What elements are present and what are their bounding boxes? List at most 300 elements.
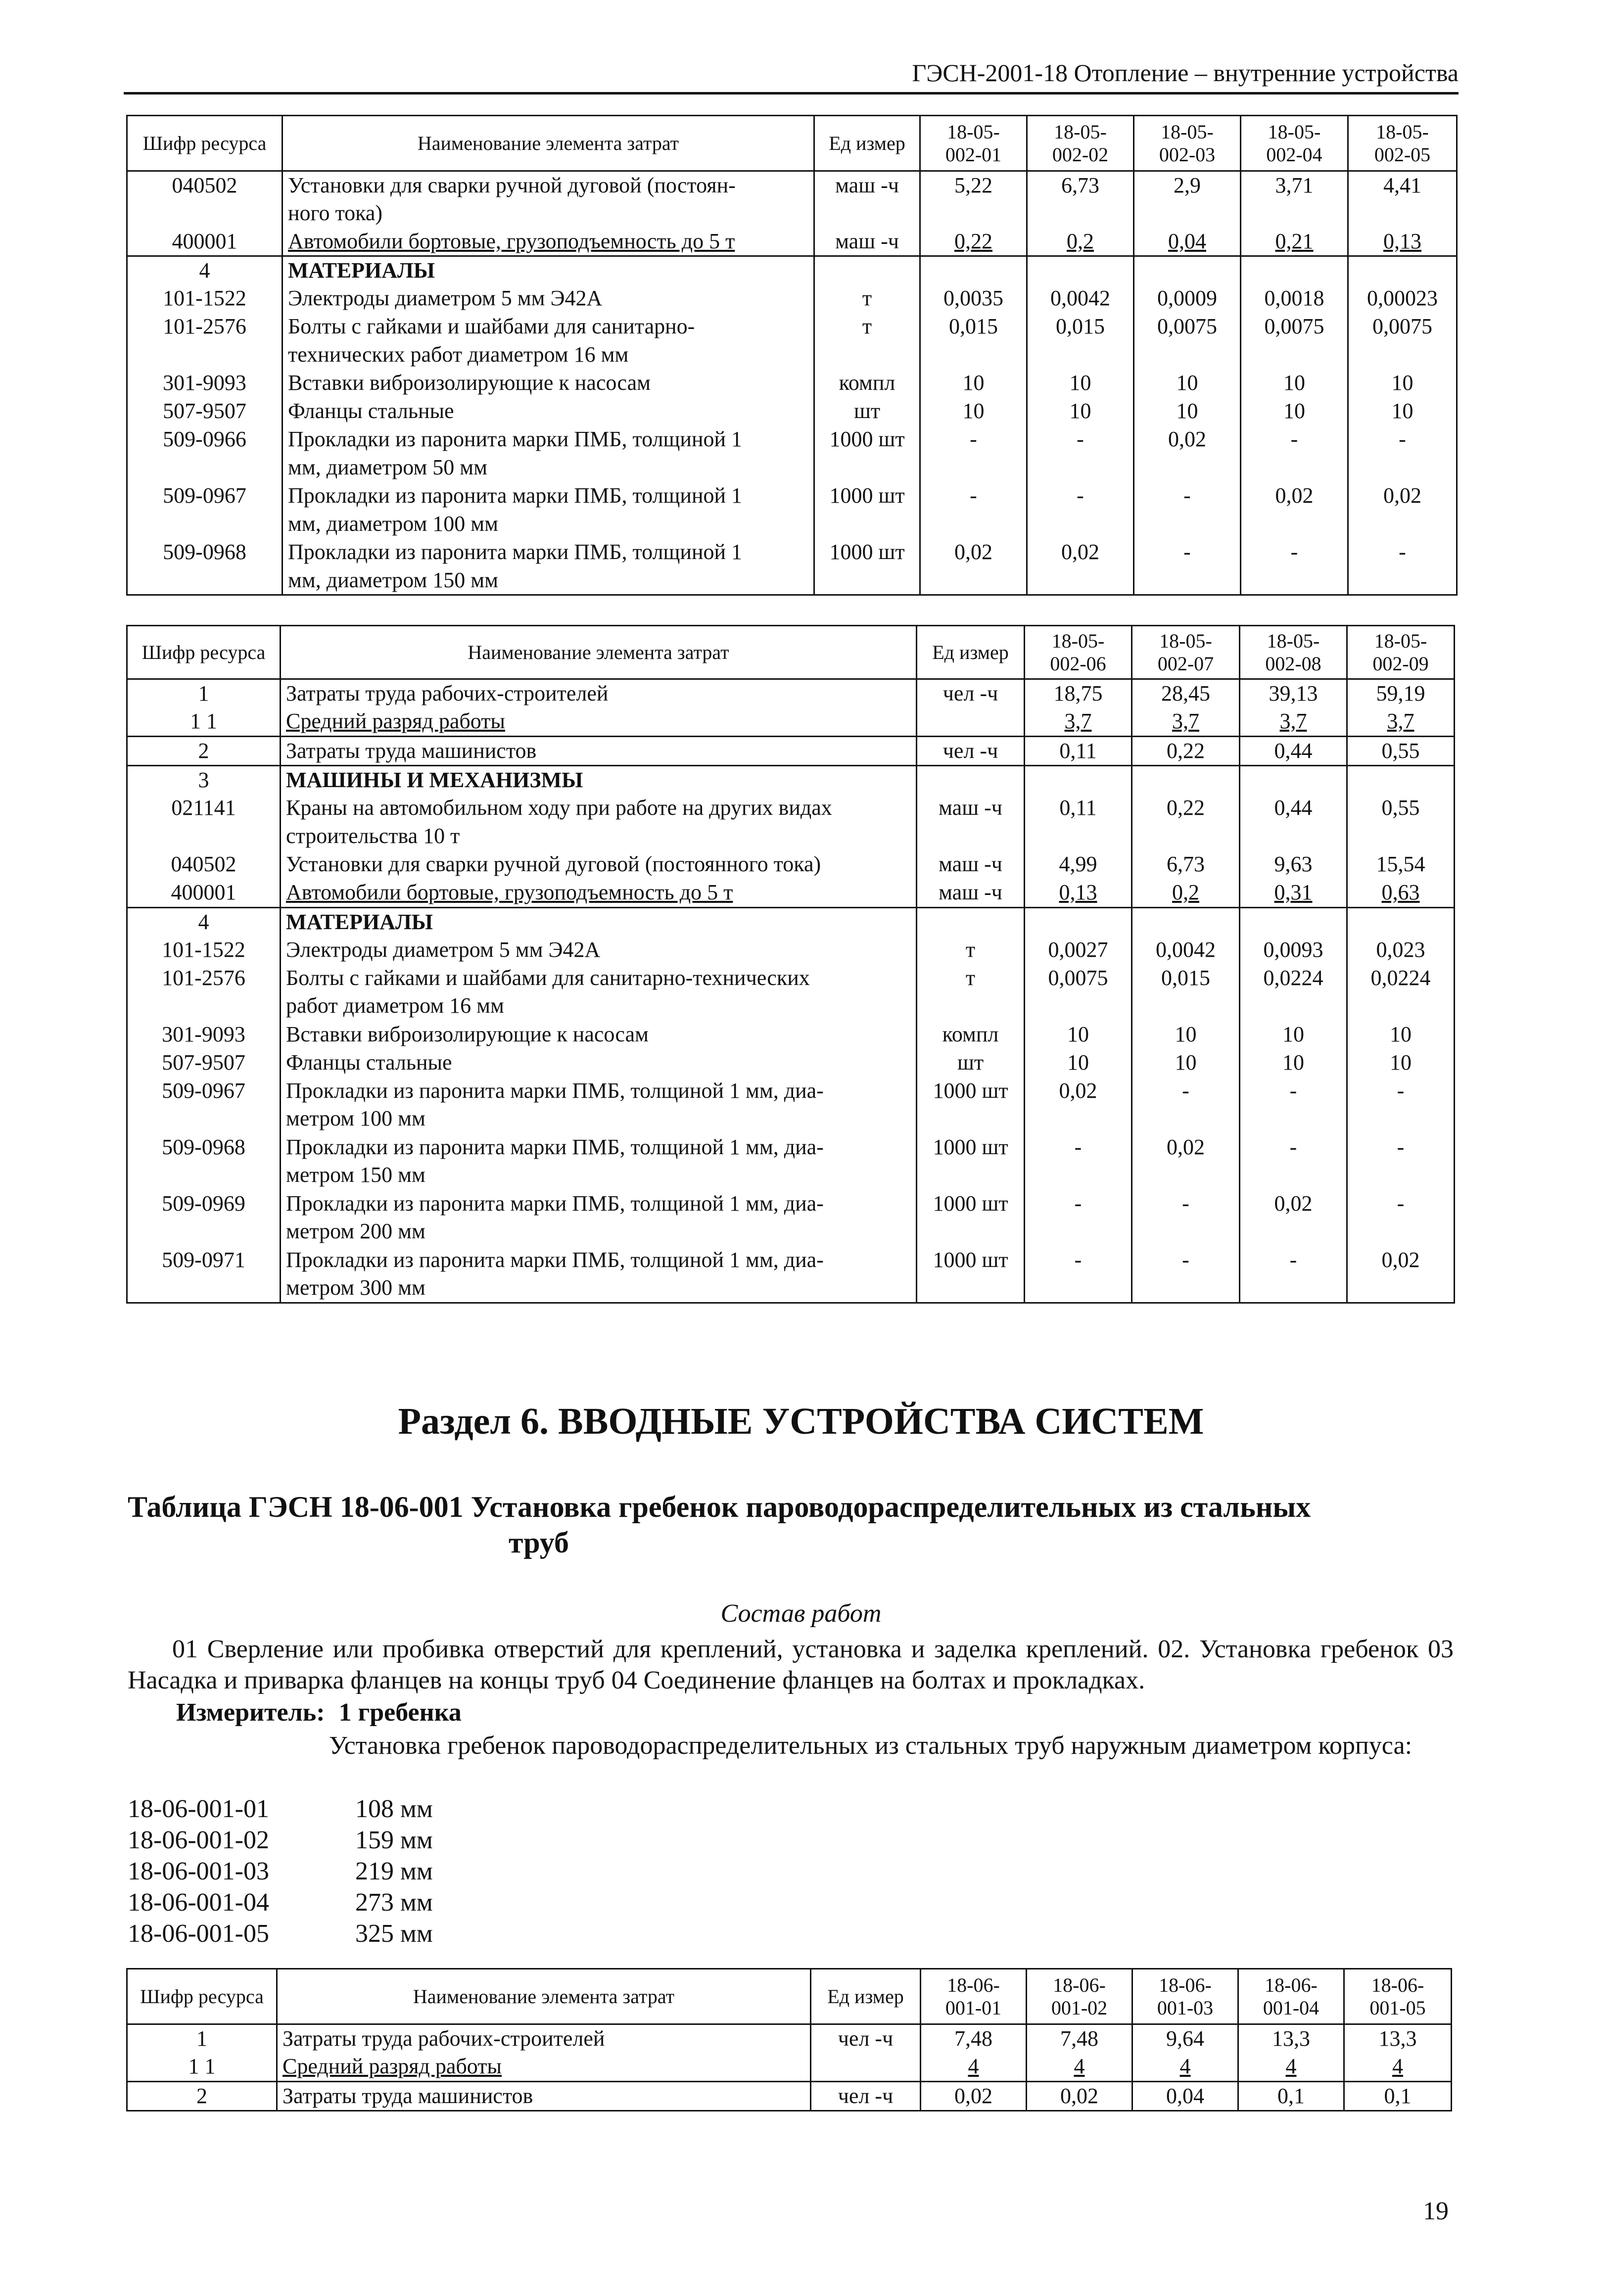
norm-value: 4,41 xyxy=(1348,171,1457,228)
page-number: 19 xyxy=(1423,2197,1449,2225)
unit-of-measure: т xyxy=(917,964,1025,1021)
unit-of-measure: компл xyxy=(917,1021,1025,1049)
table-row xyxy=(127,482,1457,538)
variant-row xyxy=(128,1887,433,1918)
norm-value: 3,7 xyxy=(1347,707,1455,736)
cost-item-name: Болты с гайками и шайбами для санитарно-технических работ диаметром 16 мм xyxy=(281,964,917,1021)
norm-value: 10 xyxy=(1132,1049,1240,1077)
norm-value: 18,75 xyxy=(1025,679,1132,708)
column-header: 18-06- 001-05 xyxy=(1344,1969,1452,2024)
variant-code: 18-06-001-01 xyxy=(128,1795,269,1823)
column-header: Наименование элемента затрат xyxy=(281,626,917,679)
cost-item-name: Электроды диаметром 5 мм Э42А xyxy=(281,936,917,964)
table-row xyxy=(127,171,1457,228)
norm-value: 5,22 xyxy=(920,171,1027,228)
variant-code: 18-06-001-04 xyxy=(128,1888,269,1917)
column-header: Шифр ресурса xyxy=(127,1969,277,2024)
variant-code: 18-06-001-02 xyxy=(128,1826,269,1854)
norm-value: - xyxy=(1025,1190,1132,1246)
unit-of-measure xyxy=(814,256,920,284)
resource-code: 509-0968 xyxy=(127,1133,281,1190)
table-row xyxy=(127,228,1457,256)
resource-code: 040502 xyxy=(127,171,283,228)
resource-code: 021141 xyxy=(127,794,281,850)
unit-of-measure xyxy=(917,907,1025,936)
unit-of-measure: чел -ч xyxy=(917,679,1025,708)
norm-value: 0,22 xyxy=(1132,736,1240,765)
cost-item-name: Установки для сварки ручной дуговой (постоян- ного тока) xyxy=(283,171,814,228)
norm-value: 0,02 xyxy=(920,538,1027,595)
unit-of-measure: 1000 шт xyxy=(917,1246,1025,1303)
norm-value xyxy=(1025,765,1132,794)
table-row xyxy=(127,1021,1455,1049)
resource-code: 101-2576 xyxy=(127,964,281,1021)
norm-value: 0,1 xyxy=(1344,2081,1452,2110)
norm-value: 0,0027 xyxy=(1025,936,1132,964)
norm-value: 4 xyxy=(1344,2053,1452,2081)
norm-value: - xyxy=(1132,1246,1240,1303)
section-title: Раздел 6. ВВОДНЫЕ УСТРОЙСТВА СИСТЕМ xyxy=(398,1401,1204,1442)
column-header: Ед измер xyxy=(814,116,920,171)
norm-value: 28,45 xyxy=(1132,679,1240,708)
cost-item-name: Прокладки из паронита марки ПМБ, толщиной 1 мм, диа- метром 100 мм xyxy=(281,1077,917,1133)
resource-table-18-05-002-06-09 xyxy=(126,625,1455,1304)
norm-value xyxy=(1027,256,1134,284)
norm-value: 0,02 xyxy=(1347,1246,1455,1303)
column-header: 18-05- 002-02 xyxy=(1027,116,1134,171)
unit-of-measure: 1000 шт xyxy=(814,482,920,538)
norm-value: 10 xyxy=(1348,397,1457,425)
works-description: 01 Сверление или пробивка отверстий для креплений, установка и заделка креплений. 02. Установка гребенок 03 Насадка и приварка фланцев на концы труб 04 Соединение фланцев на болтах и прокладках. xyxy=(128,1635,1454,1695)
column-header: Шифр ресурса xyxy=(127,626,281,679)
cost-item-name: Краны на автомобильном ходу при работе на других видах строительства 10 т xyxy=(281,794,917,850)
norm-value: 0,2 xyxy=(1132,879,1240,907)
norm-value: 0,13 xyxy=(1025,879,1132,907)
measure-label: Измеритель: xyxy=(176,1698,325,1727)
variant-code: 18-06-001-03 xyxy=(128,1857,269,1885)
resource-code: 4 xyxy=(127,256,283,284)
unit-of-measure: чел -ч xyxy=(917,736,1025,765)
norm-value: 0,11 xyxy=(1025,736,1132,765)
unit-of-measure xyxy=(917,707,1025,736)
table-row xyxy=(127,256,1457,284)
table-row xyxy=(127,765,1455,794)
norm-value: 0,13 xyxy=(1348,228,1457,256)
norm-value: 10 xyxy=(1241,397,1348,425)
norm-value: 0,31 xyxy=(1240,879,1347,907)
norm-value: 10 xyxy=(1347,1021,1455,1049)
norm-value: - xyxy=(1025,1246,1132,1303)
table-row xyxy=(127,313,1457,369)
column-header: Наименование элемента затрат xyxy=(283,116,814,171)
table-row xyxy=(127,2081,1452,2110)
norm-value xyxy=(1240,907,1347,936)
norm-value: 10 xyxy=(1241,369,1348,397)
norm-value: 10 xyxy=(1347,1049,1455,1077)
cost-item-name: МАШИНЫ И МЕХАНИЗМЫ xyxy=(281,765,917,794)
running-header: ГЭСН-2001-18 Отопление – внутренние устройства xyxy=(912,59,1459,87)
norm-value: 7,48 xyxy=(921,2024,1027,2053)
unit-of-measure: т xyxy=(814,284,920,313)
resource-code: 509-0967 xyxy=(127,1077,281,1133)
norm-value: - xyxy=(1134,538,1241,595)
cost-item-name: Фланцы стальные xyxy=(283,397,814,425)
norm-value xyxy=(1134,256,1241,284)
norm-value: 10 xyxy=(1027,369,1134,397)
norm-value: 0,0042 xyxy=(1027,284,1134,313)
unit-of-measure: чел -ч xyxy=(811,2081,921,2110)
norm-value: 0,2 xyxy=(1027,228,1134,256)
cost-item-name: Болты с гайками и шайбами для санитарно- технических работ диаметром 16 мм xyxy=(283,313,814,369)
header-rule xyxy=(124,92,1459,94)
table-row xyxy=(127,1049,1455,1077)
table-row xyxy=(127,850,1455,879)
resource-code: 509-0966 xyxy=(127,425,283,482)
norm-value: 0,02 xyxy=(1241,482,1348,538)
cost-item-name: Прокладки из паронита марки ПМБ, толщиной 1 мм, диа- метром 300 мм xyxy=(281,1246,917,1303)
norm-value: - xyxy=(1347,1133,1455,1190)
cost-item-name: Установки для сварки ручной дуговой (постоянного тока) xyxy=(281,850,917,879)
norm-value: 7,48 xyxy=(1027,2024,1132,2053)
variant-code: 18-06-001-05 xyxy=(128,1920,269,1948)
cost-item-name: Средний разряд работы xyxy=(281,707,917,736)
norm-value: 0,04 xyxy=(1132,2081,1238,2110)
resource-code: 400001 xyxy=(127,879,281,907)
resource-code: 2 xyxy=(127,2081,277,2110)
cost-item-name: Вставки виброизолирующие к насосам xyxy=(283,369,814,397)
column-header: 18-05- 002-01 xyxy=(920,116,1027,171)
norm-value: 0,0075 xyxy=(1025,964,1132,1021)
resource-code: 507-9507 xyxy=(127,397,283,425)
norm-value: 10 xyxy=(1134,397,1241,425)
unit-of-measure xyxy=(917,765,1025,794)
norm-value: 0,0075 xyxy=(1348,313,1457,369)
resource-code: 101-1522 xyxy=(127,936,281,964)
resource-code: 1 1 xyxy=(127,2053,277,2081)
unit-of-measure: маш -ч xyxy=(917,879,1025,907)
norm-value: 6,73 xyxy=(1027,171,1134,228)
table-row xyxy=(127,964,1455,1021)
unit-of-measure: т xyxy=(917,936,1025,964)
column-header: Наименование элемента затрат xyxy=(277,1969,811,2024)
unit-of-measure: 1000 шт xyxy=(917,1133,1025,1190)
norm-value: - xyxy=(1027,425,1134,482)
norm-value: 59,19 xyxy=(1347,679,1455,708)
norm-value xyxy=(1240,765,1347,794)
norm-value: 0,02 xyxy=(921,2081,1027,2110)
resource-table-18-05-002-01-05 xyxy=(126,115,1458,596)
measure-value: 1 гребенка xyxy=(338,1698,462,1727)
norm-value: 3,7 xyxy=(1240,707,1347,736)
norm-value: 0,015 xyxy=(1027,313,1134,369)
norm-value: 6,73 xyxy=(1132,850,1240,879)
resource-code: 301-9093 xyxy=(127,1021,281,1049)
column-header: 18-05- 002-08 xyxy=(1240,626,1347,679)
table-row xyxy=(127,936,1455,964)
cost-item-name: Автомобили бортовые, грузоподъемность до 5 т xyxy=(281,879,917,907)
norm-value: 10 xyxy=(1240,1049,1347,1077)
norm-value: 0,1 xyxy=(1238,2081,1344,2110)
column-header: 18-05- 002-04 xyxy=(1241,116,1348,171)
norm-value: 0,11 xyxy=(1025,794,1132,850)
cost-item-name: Прокладки из паронита марки ПМБ, толщиной 1 мм, диаметром 100 мм xyxy=(283,482,814,538)
table-row xyxy=(127,1133,1455,1190)
unit-of-measure: маш -ч xyxy=(814,228,920,256)
measure-unit xyxy=(176,1698,462,1727)
unit-of-measure: маш -ч xyxy=(814,171,920,228)
table-row xyxy=(127,2024,1452,2053)
cost-item-name: Прокладки из паронита марки ПМБ, толщиной 1 мм, диаметром 150 мм xyxy=(283,538,814,595)
norm-value: - xyxy=(1134,482,1241,538)
table-row xyxy=(127,736,1455,765)
table-row xyxy=(127,2053,1452,2081)
norm-value xyxy=(1025,907,1132,936)
table-row xyxy=(127,397,1457,425)
norm-value: 10 xyxy=(1027,397,1134,425)
cost-item-name: Прокладки из паронита марки ПМБ, толщиной 1 мм, диа- метром 150 мм xyxy=(281,1133,917,1190)
norm-value xyxy=(920,256,1027,284)
unit-of-measure: маш -ч xyxy=(917,850,1025,879)
norm-value: 0,02 xyxy=(1348,482,1457,538)
norm-value: 0,21 xyxy=(1241,228,1348,256)
column-header: Ед измер xyxy=(811,1969,921,2024)
norm-value: 4 xyxy=(1027,2053,1132,2081)
column-header: 18-05- 002-05 xyxy=(1348,116,1457,171)
norm-value: 13,3 xyxy=(1238,2024,1344,2053)
resource-code: 101-1522 xyxy=(127,284,283,313)
table-title-line-1: Таблица ГЭСН 18-06-001 Установка гребенок пароводораспределительных из стальных xyxy=(128,1491,1311,1523)
unit-of-measure: 1000 шт xyxy=(814,538,920,595)
cost-item-name: МАТЕРИАЛЫ xyxy=(281,907,917,936)
column-header: 18-05- 002-07 xyxy=(1132,626,1240,679)
resource-table-18-06-001 xyxy=(126,1968,1452,2111)
norm-value xyxy=(1241,256,1348,284)
norm-value: 0,63 xyxy=(1347,879,1455,907)
resource-code: 101-2576 xyxy=(127,313,283,369)
norm-value: 0,02 xyxy=(1134,425,1241,482)
resource-code: 040502 xyxy=(127,850,281,879)
unit-of-measure: т xyxy=(814,313,920,369)
norm-value: 4 xyxy=(921,2053,1027,2081)
norm-value: - xyxy=(1240,1246,1347,1303)
table-row xyxy=(127,284,1457,313)
cost-item-name: Средний разряд работы xyxy=(277,2053,811,2081)
norm-value: 10 xyxy=(1348,369,1457,397)
column-header: 18-06- 001-03 xyxy=(1132,1969,1238,2024)
table-row xyxy=(127,679,1455,708)
variant-row xyxy=(128,1825,433,1856)
variants-list xyxy=(128,1793,433,1949)
norm-value: 3,7 xyxy=(1025,707,1132,736)
unit-of-measure: шт xyxy=(917,1049,1025,1077)
norm-value: 4 xyxy=(1238,2053,1344,2081)
norm-value: 10 xyxy=(1025,1049,1132,1077)
norm-value: 0,0093 xyxy=(1240,936,1347,964)
norm-value: - xyxy=(920,482,1027,538)
column-header: 18-06- 001-01 xyxy=(921,1969,1027,2024)
norm-value xyxy=(1132,907,1240,936)
table-row xyxy=(127,907,1455,936)
norm-value: - xyxy=(1347,1077,1455,1133)
column-header: 18-06- 001-04 xyxy=(1238,1969,1344,2024)
norm-value: 0,015 xyxy=(920,313,1027,369)
works-caption: Состав работ xyxy=(720,1599,882,1628)
norm-value: 0,22 xyxy=(1132,794,1240,850)
cost-item-name: Прокладки из паронита марки ПМБ, толщиной 1 мм, диа- метром 200 мм xyxy=(281,1190,917,1246)
norm-value: 4,99 xyxy=(1025,850,1132,879)
variant-row xyxy=(128,1856,433,1887)
table-header-row xyxy=(127,1969,1452,2024)
resource-code: 2 xyxy=(127,736,281,765)
norm-value: 3,71 xyxy=(1241,171,1348,228)
norm-value: 0,023 xyxy=(1347,936,1455,964)
norm-value: 10 xyxy=(1134,369,1241,397)
norm-value: 0,02 xyxy=(1240,1190,1347,1246)
column-header: 18-05- 002-09 xyxy=(1347,626,1455,679)
norm-value: - xyxy=(920,425,1027,482)
norm-value: - xyxy=(1132,1077,1240,1133)
norm-value: 39,13 xyxy=(1240,679,1347,708)
variant-diameter: 159 мм xyxy=(355,1826,433,1854)
norm-value xyxy=(1132,765,1240,794)
table-row xyxy=(127,1246,1455,1303)
norm-value: 0,015 xyxy=(1132,964,1240,1021)
table-row xyxy=(127,794,1455,850)
norm-value: 9,64 xyxy=(1132,2024,1238,2053)
table-row xyxy=(127,538,1457,595)
table-row xyxy=(127,369,1457,397)
cost-item-name: Вставки виброизолирующие к насосам xyxy=(281,1021,917,1049)
resource-code: 509-0967 xyxy=(127,482,283,538)
norm-value: 0,04 xyxy=(1134,228,1241,256)
norm-value: 0,0018 xyxy=(1241,284,1348,313)
norm-value: 15,54 xyxy=(1347,850,1455,879)
resource-code: 1 xyxy=(127,2024,277,2053)
cost-item-name: Фланцы стальные xyxy=(281,1049,917,1077)
norm-value: 0,02 xyxy=(1132,1133,1240,1190)
table-header-row xyxy=(127,626,1455,679)
table-row xyxy=(127,1190,1455,1246)
norm-value: 9,63 xyxy=(1240,850,1347,879)
resource-code: 509-0971 xyxy=(127,1246,281,1303)
norm-value: - xyxy=(1241,425,1348,482)
resource-code: 509-0969 xyxy=(127,1190,281,1246)
norm-value: - xyxy=(1348,538,1457,595)
cost-item-name: МАТЕРИАЛЫ xyxy=(283,256,814,284)
unit-of-measure: шт xyxy=(814,397,920,425)
norm-value: 0,02 xyxy=(1025,1077,1132,1133)
resource-code: 301-9093 xyxy=(127,369,283,397)
norm-value xyxy=(1348,256,1457,284)
cost-item-name: Затраты труда машинистов xyxy=(277,2081,811,2110)
norm-value: 0,22 xyxy=(920,228,1027,256)
norm-value: 0,02 xyxy=(1027,2081,1132,2110)
norm-value: 0,0009 xyxy=(1134,284,1241,313)
unit-of-measure: чел -ч xyxy=(811,2024,921,2053)
resource-code: 1 xyxy=(127,679,281,708)
norm-value: 4 xyxy=(1132,2053,1238,2081)
norm-value: 3,7 xyxy=(1132,707,1240,736)
norm-value: - xyxy=(1240,1077,1347,1133)
norm-value xyxy=(1347,765,1455,794)
norm-value: 10 xyxy=(920,369,1027,397)
resource-code: 400001 xyxy=(127,228,283,256)
column-header: Шифр ресурса xyxy=(127,116,283,171)
norm-value: 10 xyxy=(1240,1021,1347,1049)
norm-value: - xyxy=(1348,425,1457,482)
resource-code: 3 xyxy=(127,765,281,794)
norm-value: 0,0224 xyxy=(1240,964,1347,1021)
unit-of-measure: маш -ч xyxy=(917,794,1025,850)
norm-value: - xyxy=(1241,538,1348,595)
column-header: 18-05- 002-06 xyxy=(1025,626,1132,679)
variant-row xyxy=(128,1793,433,1825)
norm-value: 0,02 xyxy=(1027,538,1134,595)
norm-value: 0,44 xyxy=(1240,736,1347,765)
variant-diameter: 325 мм xyxy=(355,1920,433,1948)
cost-item-name: Затраты труда рабочих-строителей xyxy=(277,2024,811,2053)
table-row xyxy=(127,1077,1455,1133)
norm-value: 13,3 xyxy=(1344,2024,1452,2053)
table-row xyxy=(127,707,1455,736)
column-header: 18-06- 001-02 xyxy=(1027,1969,1132,2024)
resource-code: 1 1 xyxy=(127,707,281,736)
norm-value: 0,0042 xyxy=(1132,936,1240,964)
variant-diameter: 273 мм xyxy=(355,1888,433,1917)
variant-row xyxy=(128,1918,433,1949)
cost-item-name: Электроды диаметром 5 мм Э42А xyxy=(283,284,814,313)
norm-value: 10 xyxy=(920,397,1027,425)
cost-item-name: Затраты труда рабочих-строителей xyxy=(281,679,917,708)
norm-value: - xyxy=(1027,482,1134,538)
norm-value: - xyxy=(1025,1133,1132,1190)
column-header: 18-05- 002-03 xyxy=(1134,116,1241,171)
table-title-line-2: труб xyxy=(509,1526,569,1559)
unit-of-measure: компл xyxy=(814,369,920,397)
unit-of-measure xyxy=(811,2053,921,2081)
norm-value: 10 xyxy=(1025,1021,1132,1049)
column-header: Ед измер xyxy=(917,626,1025,679)
table-row xyxy=(127,879,1455,907)
variants-description: Установка гребенок пароводораспределительных из стальных труб наружным диаметром корпуса: xyxy=(329,1732,1413,1760)
resource-code: 4 xyxy=(127,907,281,936)
unit-of-measure: 1000 шт xyxy=(814,425,920,482)
table-title xyxy=(128,1489,1454,1560)
norm-value: 0,00023 xyxy=(1348,284,1457,313)
norm-value xyxy=(1347,907,1455,936)
table-row xyxy=(127,425,1457,482)
norm-value: 0,0075 xyxy=(1241,313,1348,369)
cost-item-name: Затраты труда машинистов xyxy=(281,736,917,765)
cost-item-name: Автомобили бортовые, грузоподъемность до 5 т xyxy=(283,228,814,256)
norm-value: - xyxy=(1240,1133,1347,1190)
unit-of-measure: 1000 шт xyxy=(917,1190,1025,1246)
variant-diameter: 108 мм xyxy=(355,1795,433,1823)
norm-value: 0,44 xyxy=(1240,794,1347,850)
resource-code: 509-0968 xyxy=(127,538,283,595)
norm-value: 0,55 xyxy=(1347,794,1455,850)
norm-value: - xyxy=(1347,1190,1455,1246)
norm-value: 10 xyxy=(1132,1021,1240,1049)
norm-value: 0,0075 xyxy=(1134,313,1241,369)
norm-value: 0,0035 xyxy=(920,284,1027,313)
norm-value: - xyxy=(1132,1190,1240,1246)
norm-value: 2,9 xyxy=(1134,171,1241,228)
norm-value: 0,0224 xyxy=(1347,964,1455,1021)
cost-item-name: Прокладки из паронита марки ПМБ, толщиной 1 мм, диаметром 50 мм xyxy=(283,425,814,482)
variant-diameter: 219 мм xyxy=(355,1857,433,1885)
unit-of-measure: 1000 шт xyxy=(917,1077,1025,1133)
